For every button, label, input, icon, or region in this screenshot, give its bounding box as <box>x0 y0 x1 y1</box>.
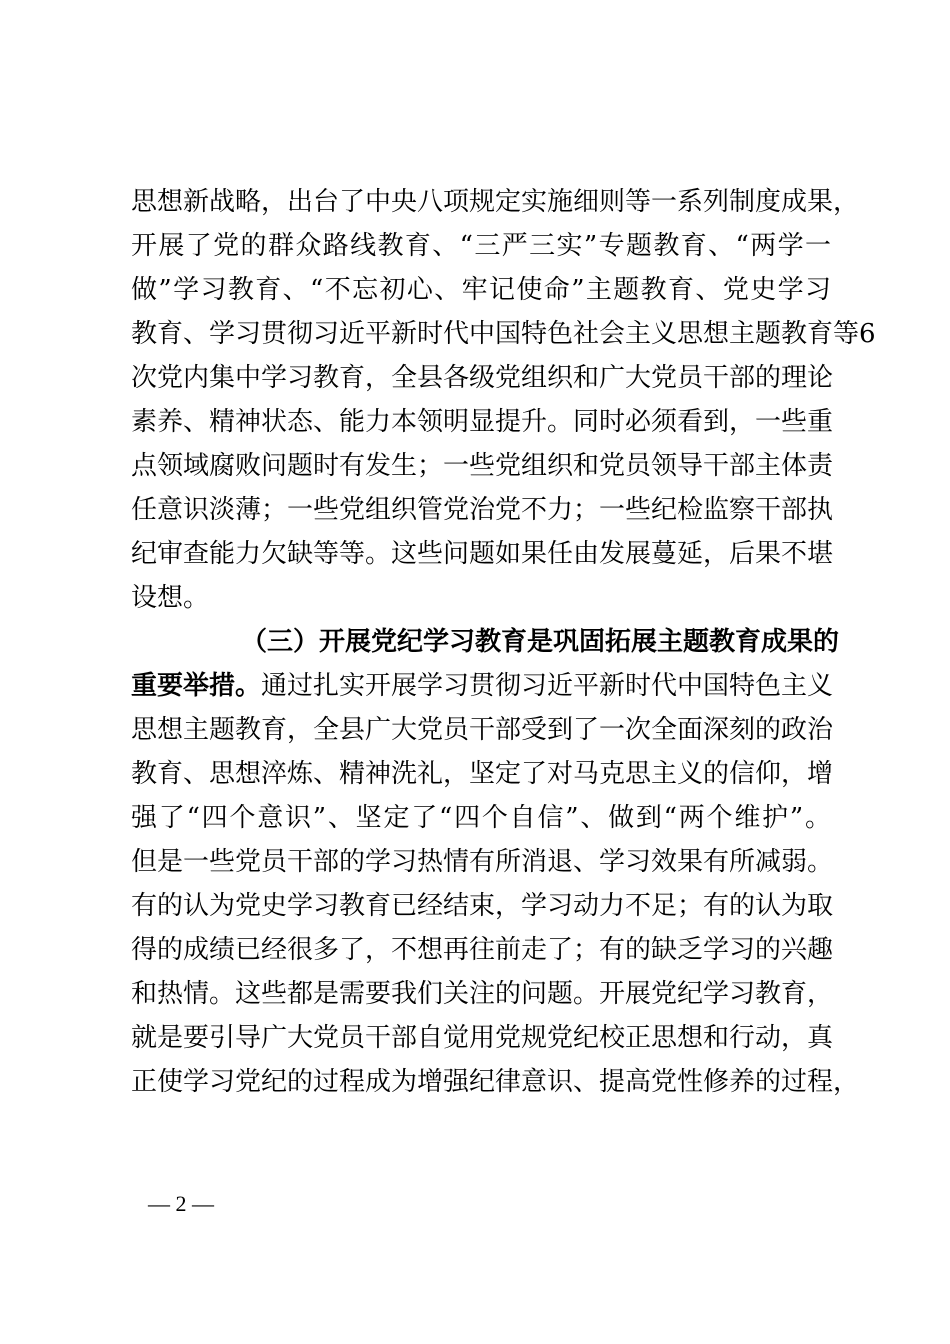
body-line: 做”学习教育、“不忘初心、牢记使命”主题教育、党史学习 <box>131 275 831 305</box>
body-line: 素养、精神状态、能力本领明显提升。同时必须看到，一些重 <box>131 407 834 437</box>
body-line: 就是要引导广大党员干部自觉用党规党纪校正思想和行动，真 <box>131 1023 834 1053</box>
body-line: 纪审查能力欠缺等等。这些问题如果任由发展蔓延，后果不堪 <box>131 539 834 569</box>
body-line: 有的认为党史学习教育已经结束，学习动力不足；有的认为取 <box>131 891 834 921</box>
body-line: 任意识淡薄；一些党组织管党治党不力；一些纪检监察干部执 <box>131 495 834 525</box>
body-line: 思想新战略，出台了中央八项规定实施细则等一系列制度成果， <box>131 187 860 217</box>
body-text: 通过扎实开展学习贯彻习近平新时代中国特色主义 <box>261 671 834 701</box>
body-line: 点领域腐败问题时有发生；一些党组织和党员领导干部主体责 <box>131 451 834 481</box>
page-number: — 2 — <box>148 1191 214 1216</box>
body-line: 正使学习党纪的过程成为增强纪律意识、提高党性修养的过程， <box>131 1067 860 1097</box>
body-line: 和热情。这些都是需要我们关注的问题。开展党纪学习教育， <box>131 979 834 1009</box>
body-line: 教育、思想淬炼、精神洗礼，坚定了对马克思主义的信仰，增 <box>131 759 834 789</box>
document-body <box>131 180 876 1104</box>
body-line: 开展了党的群众路线教育、“三严三实”专题教育、“两学一 <box>131 231 831 261</box>
section-heading-line <box>131 620 840 664</box>
section-heading-line <box>131 664 834 708</box>
section-heading: 重要举措。 <box>131 671 262 701</box>
section-heading: （三）开展党纪学习教育是巩固拓展主题教育成果的 <box>241 627 840 657</box>
body-line: 次党内集中学习教育，全县各级党组织和广大党员干部的理论 <box>131 363 834 393</box>
body-line: 强了“四个意识”、坚定了“四个自信”、做到“两个维护”。 <box>131 803 831 833</box>
body-line: 教育、学习贯彻习近平新时代中国特色社会主义思想主题教育等6 <box>131 319 876 349</box>
body-line: 得的成绩已经很多了，不想再往前走了；有的缺乏学习的兴趣 <box>131 935 834 965</box>
body-line: 思想主题教育，全县广大党员干部受到了一次全面深刻的政治 <box>131 715 834 745</box>
body-line: 但是一些党员干部的学习热情有所消退、学习效果有所减弱。 <box>131 847 834 877</box>
body-line: 设想。 <box>131 583 210 613</box>
